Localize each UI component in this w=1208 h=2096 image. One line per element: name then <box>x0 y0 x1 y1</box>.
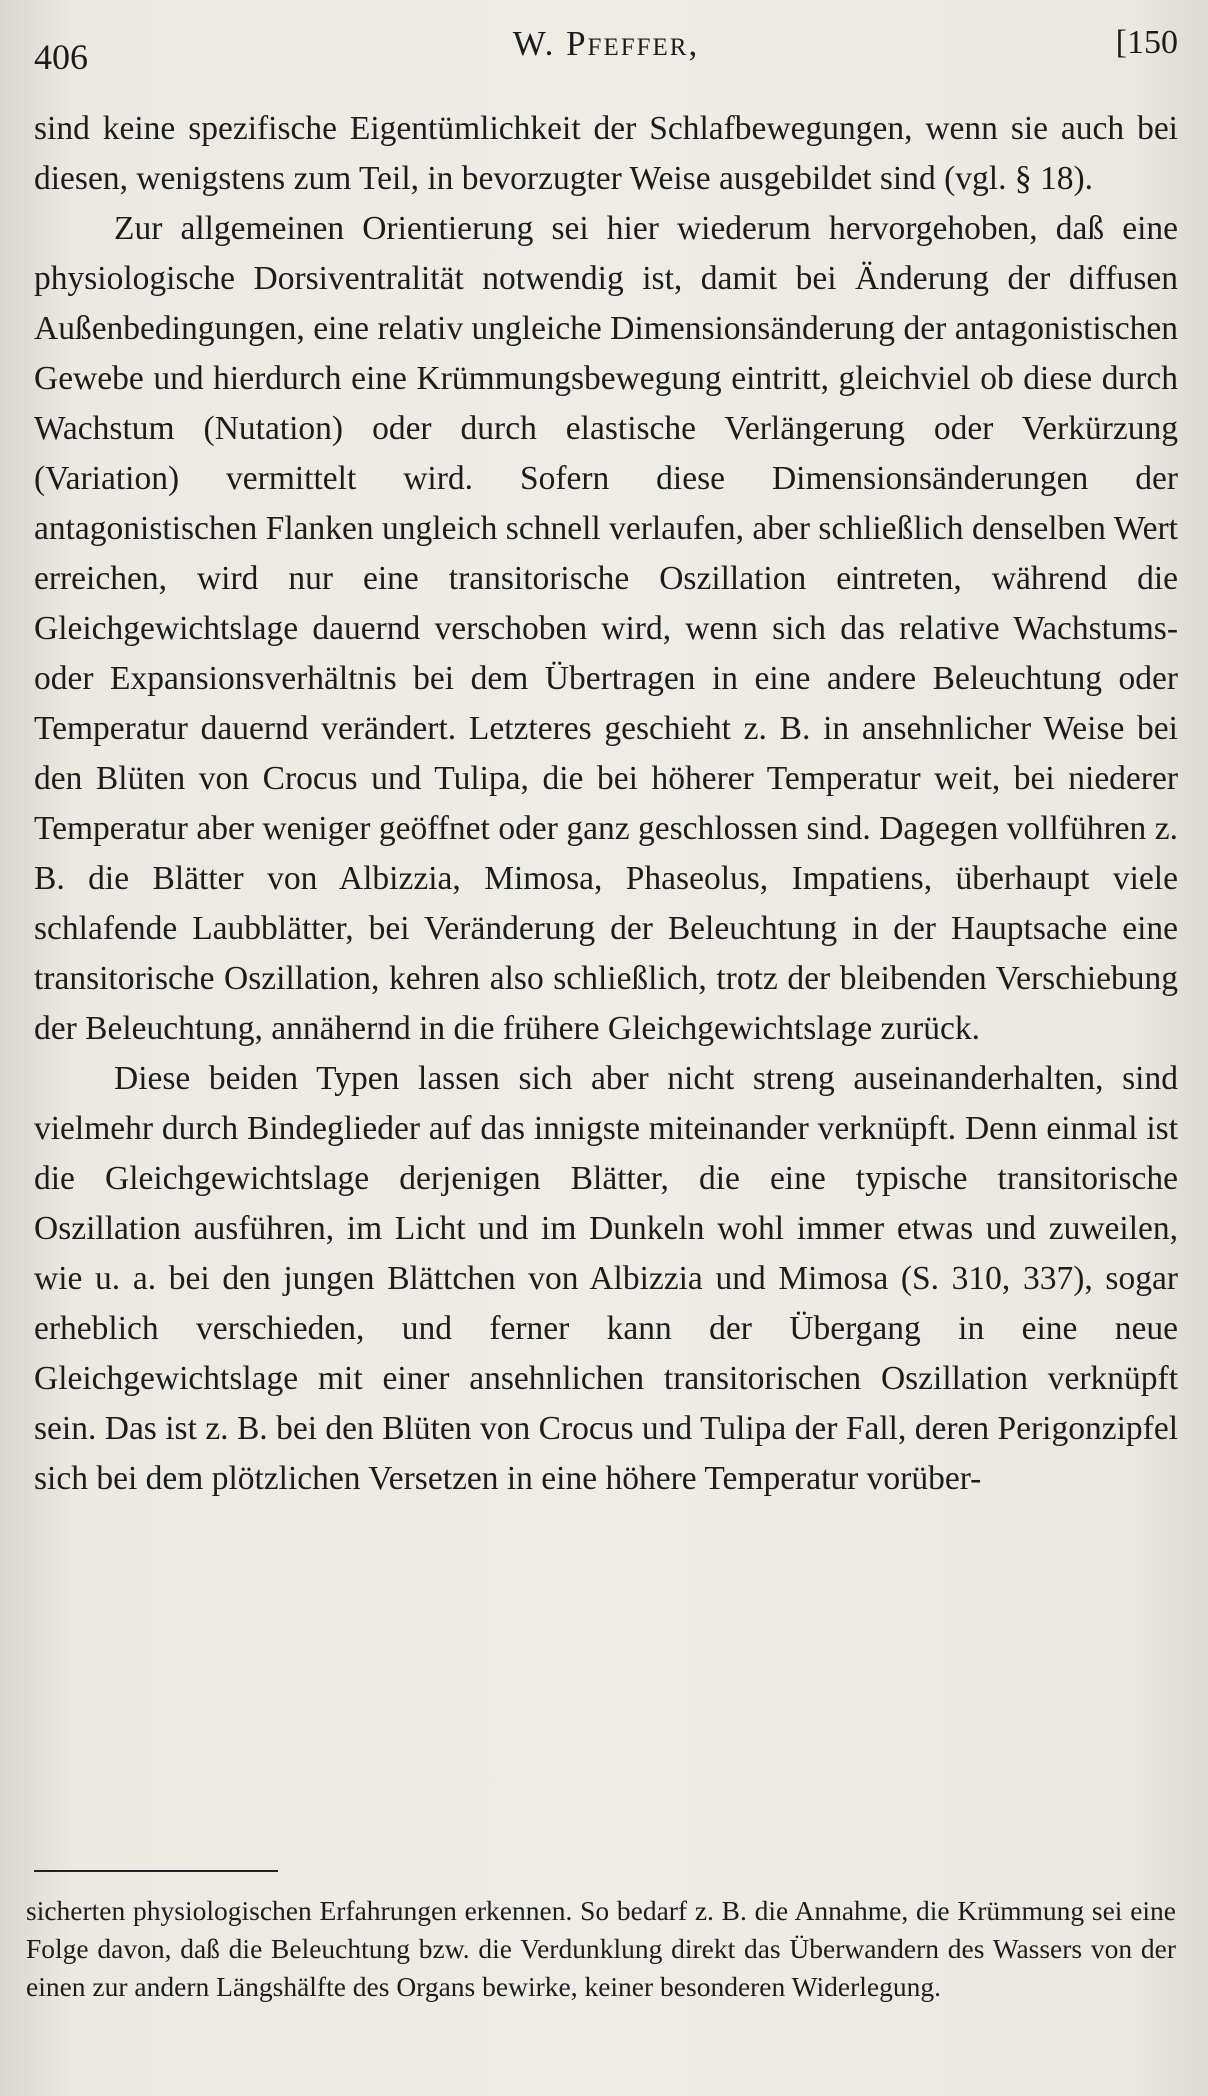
section-number: [150 <box>1115 24 1178 61</box>
running-head: W. Pfeffer, <box>512 24 700 63</box>
paragraph-continuation: sind keine spezifische Eigentümlichkeit der Schlafbewegungen, wenn sie auch bei diesen, wenigstens zum Teil, in bevorzugter Weise ausgebildet sind (vgl. § 18). <box>34 110 1178 197</box>
paragraph: Diese beiden Typen lassen sich aber nicht streng auseinanderhalten, sind vielmehr durch Bindeglieder auf das innigste miteinander verknüpft. Denn einmal ist die Gleichgewichtslage derjenigen Blätter, die eine typische transitorische Oszillation ausführen, im Licht und im Dunkeln wohl immer etwas und zuweilen, wie u. a. bei den jungen Blättchen von Albizzia und Mimosa (S. 310, 337), sogar erheblich verschieden, und ferner kann der Übergang in eine neue Gleichgewichtslage mit einer ansehnlichen transitorischen Oszillation verknüpft sein. Das ist z. B. bei den Blüten von Crocus und Tulipa der Fall, deren Perigonzipfel sich bei dem plötzlichen Versetzen in eine höhere Temperatur vorüber- <box>34 1060 1178 1497</box>
main-text <box>34 104 1178 1504</box>
footnote-divider <box>34 1870 278 1872</box>
page-number: 406 <box>34 37 88 77</box>
footnote: sicherten physiologischen Erfahrungen erkennen. So bedarf z. B. die Annahme, die Krümmung sei eine Folge davon, daß die Beleuchtung bzw. die Verdunklung direkt das Überwandern des Wassers von der einen zur andern Längshälfte des Organs bewirke, keiner besonderen Widerlegung. <box>26 1895 1176 2002</box>
paragraph: Zur allgemeinen Orientierung sei hier wiederum hervorgehoben, daß eine physiologische Dorsiventralität notwendig ist, damit bei Änderung der diffusen Außenbedingungen, eine relativ ungleiche Dimensionsänderung der antagonistischen Gewebe und hierdurch eine Krümmungsbewegung eintritt, gleichviel ob diese durch Wachstum (Nutation) oder durch elastische Verlängerung oder Verkürzung (Variation) vermittelt wird. Sofern diese Dimensionsänderungen der antagonistischen Flanken ungleich schnell verlaufen, aber schließlich denselben Wert erreichen, wird nur eine transitorische Oszillation eintreten, während die Gleichgewichtslage dauernd verschoben wird, wenn sich das relative Wachstums- oder Expansionsverhältnis bei dem Übertragen in eine andere Beleuchtung oder Temperatur dauernd verändert. Letzteres geschieht z. B. in ansehnlicher Weise bei den Blüten von Crocus und Tulipa, die bei höherer Temperatur weit, bei niederer Temperatur aber weniger geöffnet oder ganz geschlossen sind. Dagegen vollführen z. B. die Blätter von Albizzia, Mimosa, Phaseolus, Impatiens, überhaupt viele schlafende Laubblätter, bei Veränderung der Beleuchtung in der Hauptsache eine transitorische Oszillation, kehren also schließlich, trotz der bleibenden Verschiebung der Beleuchtung, annähernd in die frühere Gleichgewichtslage zurück. <box>34 210 1178 1047</box>
page-header <box>34 24 1178 77</box>
